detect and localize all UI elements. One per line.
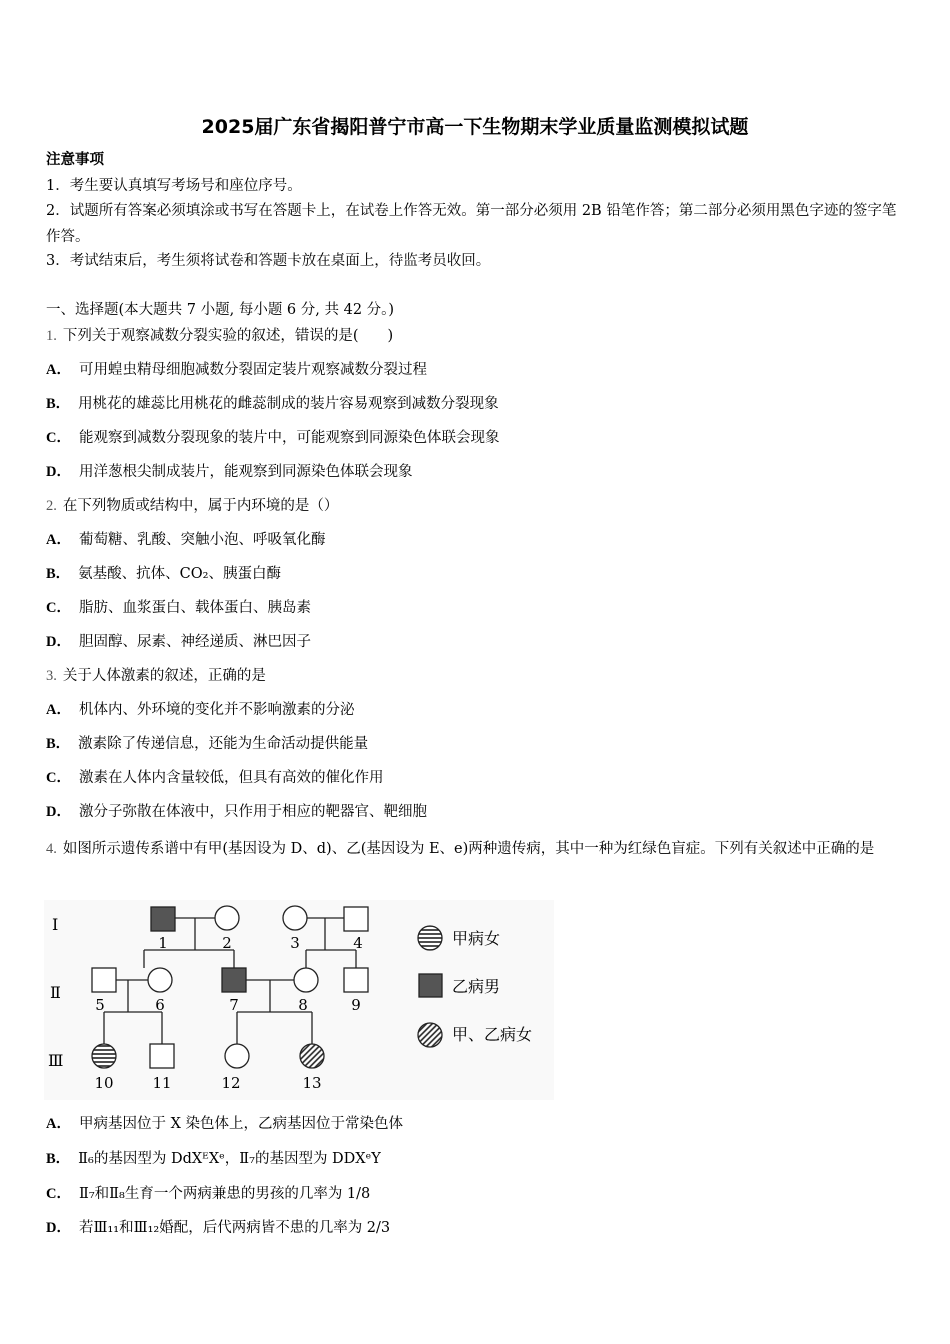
individual-4-male <box>344 907 368 931</box>
option-text: 激分子弥散在体液中，只作用于相应的靶器官、靶细胞 <box>78 804 427 820</box>
page-title: 2025届广东省揭阳普宁市高一下生物期末学业质量监测模拟试题 <box>201 116 749 138</box>
option-letter: D． <box>46 1220 71 1236</box>
option-letter: A． <box>46 532 71 548</box>
option-text: 能观察到减数分裂现象的装片中，可能观察到同源染色体联会现象 <box>78 430 500 446</box>
question-stem-text: 关于人体激素的叙述，正确的是 <box>62 668 266 684</box>
option-letter: C． <box>46 430 71 446</box>
individual-1-affected-male <box>151 907 175 931</box>
option-letter: B． <box>46 566 71 582</box>
individual-6-female <box>148 968 172 992</box>
label-5: 5 <box>95 996 105 1014</box>
individual-2-female <box>215 906 239 930</box>
individual-5-male <box>92 968 116 992</box>
option-text: 激素在人体内含量较低，但具有高效的催化作用 <box>78 770 384 786</box>
label-4: 4 <box>353 934 363 952</box>
notice-item-1: 1．考生要认真填写考场号和座位序号。 <box>46 178 302 194</box>
question-2-stem <box>46 496 338 516</box>
option-letter: B． <box>46 736 71 752</box>
question-stem-text: 在下列物质或结构中，属于内环境的是（） <box>62 498 339 514</box>
individual-8-female <box>294 968 318 992</box>
label-12: 12 <box>221 1074 241 1092</box>
legend-disease-b-male-label: 乙病男 <box>452 977 501 996</box>
option-letter: D． <box>46 804 71 820</box>
option-letter: A． <box>46 362 71 378</box>
q3-option-c[interactable] <box>46 768 383 788</box>
question-3-stem <box>46 666 266 686</box>
option-letter: D． <box>46 634 71 650</box>
label-2: 2 <box>222 934 232 952</box>
generation-label-1: Ⅰ <box>52 915 59 934</box>
label-9: 9 <box>351 996 361 1014</box>
question-number: 3. <box>46 668 57 684</box>
question-stem-text: 如图所示遗传系谱中有甲(基因设为 D、d)、乙(基因设为 E、e)两种遗传病，其中一种为红绿色盲症。下列有关叙述中正确的是 <box>62 841 875 857</box>
option-text: 激素除了传递信息，还能为生命活动提供能量 <box>78 736 369 752</box>
option-text: 若Ⅲ₁₁和Ⅲ₁₂婚配，后代两病皆不患的几率为 2/3 <box>78 1220 391 1236</box>
individual-10-disease-a-female <box>92 1044 116 1068</box>
question-number: 2. <box>46 498 57 514</box>
pedigree-diagram <box>44 900 554 1100</box>
question-number: 4. <box>46 841 57 857</box>
legend-disease-a-female-symbol <box>418 926 442 950</box>
generation-label-3: Ⅲ <box>48 1051 64 1070</box>
q1-option-c[interactable] <box>46 428 499 448</box>
legend-disease-a-female-label: 甲病女 <box>452 929 501 948</box>
option-text: 氨基酸、抗体、CO₂、胰蛋白酶 <box>78 566 281 582</box>
option-text: 可用蝗虫精母细胞减数分裂固定装片观察减数分裂过程 <box>78 362 427 378</box>
q2-option-a[interactable] <box>46 530 325 550</box>
individual-9-male <box>344 968 368 992</box>
option-letter: D． <box>46 464 71 480</box>
individual-3-female <box>283 906 307 930</box>
q4-option-c[interactable] <box>46 1184 370 1204</box>
q2-option-d[interactable] <box>46 632 311 652</box>
option-text: 机体内、外环境的变化并不影响激素的分泌 <box>78 702 355 718</box>
q3-option-b[interactable] <box>46 734 368 754</box>
q2-option-c[interactable] <box>46 598 311 618</box>
option-text: 甲病基因位于 X 染色体上，乙病基因位于常染色体 <box>78 1116 404 1132</box>
option-letter: B． <box>46 1151 71 1167</box>
question-1-stem <box>46 326 393 346</box>
label-10: 10 <box>94 1074 114 1092</box>
q4-option-a[interactable] <box>46 1114 403 1134</box>
option-letter: A． <box>46 702 71 718</box>
section-heading: 一、选择题(本大题共 7 小题, 每小题 6 分, 共 42 分。) <box>46 302 395 318</box>
individual-13-both-diseases-female <box>300 1044 324 1068</box>
q1-option-b[interactable] <box>46 394 499 414</box>
question-4-stem <box>46 832 908 866</box>
option-text: 葡萄糖、乳酸、突触小泡、呼吸氧化酶 <box>78 532 326 548</box>
option-letter: B． <box>46 396 71 412</box>
option-letter: C． <box>46 600 71 616</box>
option-text: Ⅱ₆的基因型为 DdXᴱXᵉ，Ⅱ₇的基因型为 DDXᵉY <box>78 1151 381 1167</box>
notice-item-2: 2．试题所有答案必须填涂或书写在答题卡上，在试卷上作答无效。第一部分必须用 2B 铅笔作答；第二部分必须用黑色字迹的签字笔作答。 <box>46 203 897 245</box>
notice-heading: 注意事项 <box>46 151 104 168</box>
individual-7-affected-male <box>222 968 246 992</box>
option-letter: C． <box>46 770 71 786</box>
option-text: 胆固醇、尿素、神经递质、淋巴因子 <box>78 634 311 650</box>
label-8: 8 <box>298 996 308 1014</box>
label-6: 6 <box>155 996 165 1014</box>
label-11: 11 <box>152 1074 172 1092</box>
notice-item-3: 3．考试结束后，考生须将试卷和答题卡放在桌面上，待监考员收回。 <box>46 253 491 269</box>
option-text: 用洋葱根尖制成装片，能观察到同源染色体联会现象 <box>78 464 413 480</box>
q4-option-b[interactable] <box>46 1149 381 1169</box>
generation-label-2: Ⅱ <box>50 983 61 1002</box>
option-text: 用桃花的雄蕊比用桃花的雌蕊制成的装片容易观察到减数分裂现象 <box>78 396 499 412</box>
option-letter: C． <box>46 1186 71 1202</box>
q3-option-a[interactable] <box>46 700 354 720</box>
label-7: 7 <box>229 996 239 1014</box>
question-number: 1. <box>46 328 57 344</box>
label-13: 13 <box>302 1074 322 1092</box>
legend-both-diseases-female-symbol <box>418 1023 442 1047</box>
q4-option-d[interactable] <box>46 1218 390 1238</box>
legend-both-diseases-female-label: 甲、乙病女 <box>452 1025 533 1044</box>
individual-11-male <box>150 1044 174 1068</box>
q3-option-d[interactable] <box>46 802 427 822</box>
option-text: Ⅱ₇和Ⅱ₈生育一个两病兼患的男孩的几率为 1/8 <box>78 1186 371 1202</box>
q1-option-a[interactable] <box>46 360 427 380</box>
label-3: 3 <box>290 934 300 952</box>
individual-12-female <box>225 1044 249 1068</box>
option-letter: A． <box>46 1116 71 1132</box>
q1-option-d[interactable] <box>46 462 412 482</box>
question-stem-text: 下列关于观察减数分裂实验的叙述，错误的是( ) <box>62 328 394 344</box>
label-1: 1 <box>158 934 168 952</box>
legend-disease-b-male-symbol <box>419 974 442 997</box>
option-text: 脂肪、血浆蛋白、载体蛋白、胰岛素 <box>78 600 311 616</box>
q2-option-b[interactable] <box>46 564 281 584</box>
